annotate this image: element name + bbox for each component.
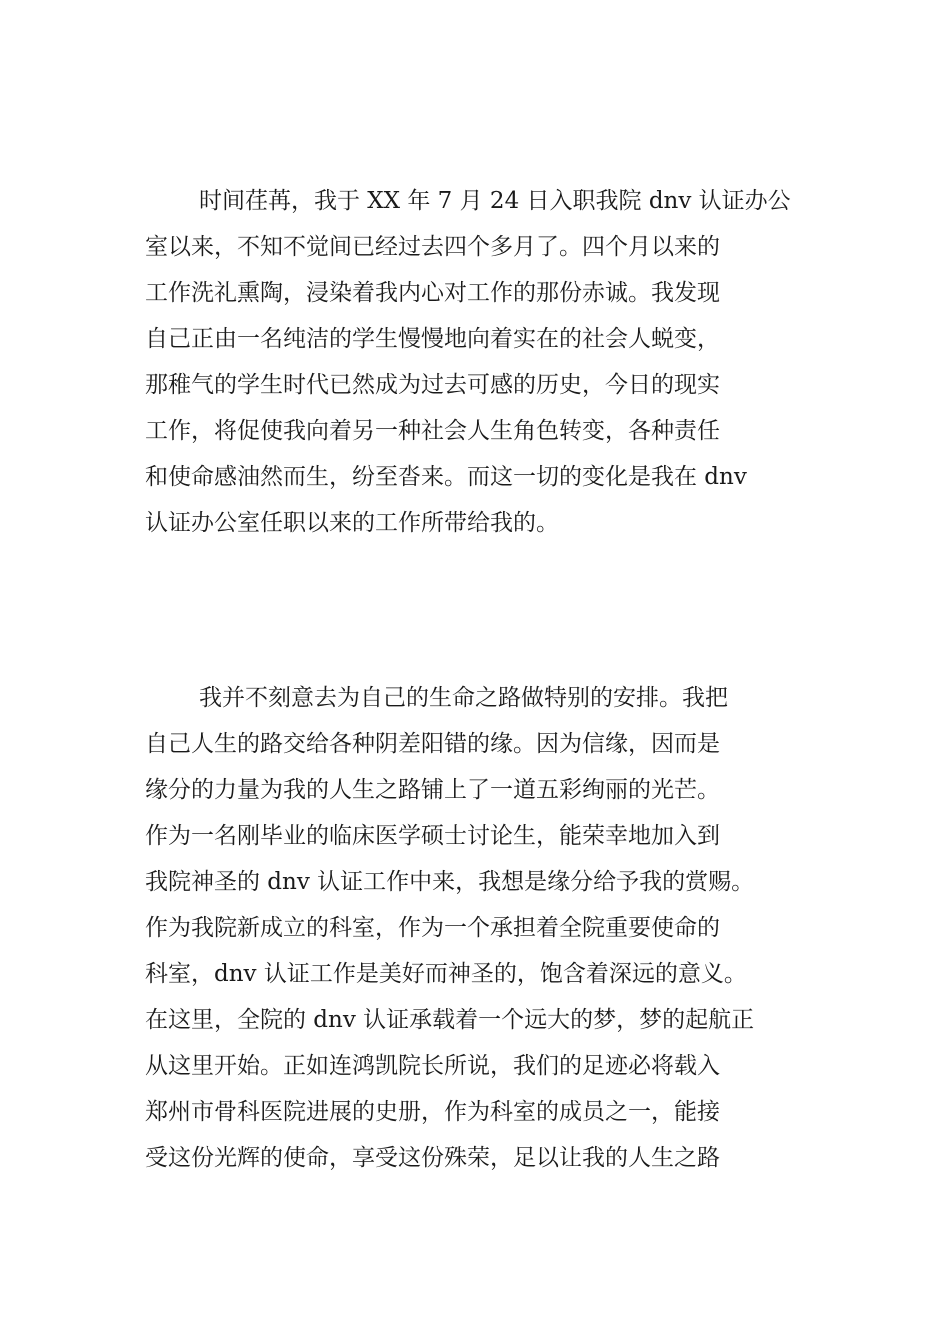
paragraph-line: 室以来，不知不觉间已经过去四个多月了。四个月以来的 <box>145 234 720 260</box>
paragraph-1 <box>145 178 807 546</box>
paragraph-line: 自己正由一名纯洁的学生慢慢地向着实在的社会人蜕变， <box>145 326 720 352</box>
paragraph-line: 自己人生的路交给各种阴差阳错的缘。因为信缘，因而是 <box>145 731 720 757</box>
paragraph-line: 我并不刻意去为自己的生命之路做特别的安排。我把 <box>199 685 728 711</box>
paragraph-line: 作为一名刚毕业的临床医学硕士讨论生，能荣幸地加入到 <box>145 823 720 849</box>
paragraph-line: 作为我院新成立的科室，作为一个承担着全院重要使命的 <box>145 915 720 941</box>
paragraph-line: 缘分的力量为我的人生之路铺上了一道五彩绚丽的光芒。 <box>145 777 720 803</box>
paragraph-line: 和使命感油然而生，纷至沓来。而这一切的变化是我在 dnv <box>145 464 747 490</box>
paragraph-2 <box>145 675 807 1181</box>
paragraph-line: 我院神圣的 dnv 认证工作中来，我想是缘分给予我的赏赐。 <box>145 869 755 895</box>
paragraph-line: 科室，dnv 认证工作是美好而神圣的，饱含着深远的意义。 <box>145 961 747 987</box>
paragraph-line: 郑州市骨科医院进展的史册，作为科室的成员之一，能接 <box>145 1099 720 1125</box>
paragraph-line: 工作，将促使我向着另一种社会人生角色转变，各种责任 <box>145 418 720 444</box>
paragraph-line: 工作洗礼熏陶，浸染着我内心对工作的那份赤诚。我发现 <box>145 280 720 306</box>
paragraph-line: 受这份光辉的使命，享受这份殊荣，足以让我的人生之路 <box>145 1145 720 1171</box>
paragraph-line: 时间荏苒，我于 XX 年 7 月 24 日入职我院 dnv 认证办公 <box>199 188 791 214</box>
paragraph-line: 那稚气的学生时代已然成为过去可感的历史，今日的现实 <box>145 372 720 398</box>
paragraph-line: 在这里，全院的 dnv 认证承载着一个远大的梦，梦的起航正 <box>145 1007 755 1033</box>
paragraph-line: 认证办公室任职以来的工作所带给我的。 <box>145 510 559 536</box>
paragraph-line: 从这里开始。正如连鸿凯院长所说，我们的足迹必将载入 <box>145 1053 720 1079</box>
